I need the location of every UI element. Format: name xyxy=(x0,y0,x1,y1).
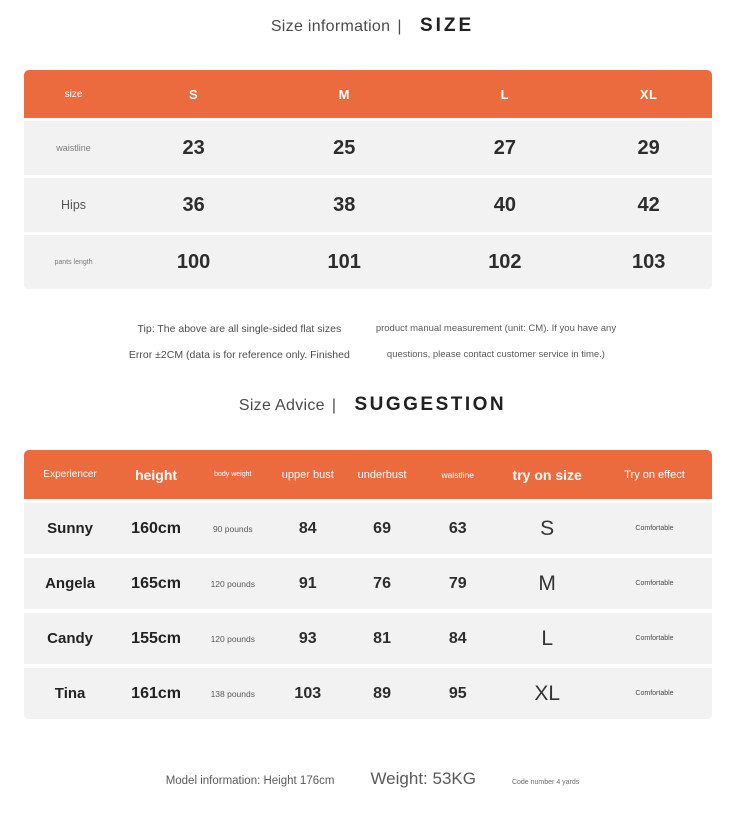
cell-name: Tina xyxy=(54,685,86,702)
size-table xyxy=(24,70,712,289)
size-section-title xyxy=(0,13,745,39)
row-label: pants length xyxy=(54,258,93,266)
cell-value: 29 xyxy=(637,136,660,159)
cell-waistline: 95 xyxy=(448,684,467,702)
cell-value: 100 xyxy=(176,250,211,273)
size-title-en: SIZE xyxy=(419,15,475,36)
model-height-text: Model information: Height 176cm xyxy=(165,775,335,787)
cell-value: 27 xyxy=(493,136,516,159)
cell-weight: 120 pounds xyxy=(210,633,255,644)
title-separator: | xyxy=(331,397,337,414)
cell-effect: Comfortable xyxy=(635,580,674,587)
size-table-header-row xyxy=(24,70,712,118)
cell-underbust: 89 xyxy=(373,684,391,702)
tip-left-column xyxy=(129,316,350,368)
header-cell-size: size xyxy=(64,88,83,100)
cell-weight: 120 pounds xyxy=(210,578,255,589)
cell-upper-bust: 93 xyxy=(298,629,317,647)
cell-height: 161cm xyxy=(131,684,181,702)
suggestion-table xyxy=(24,450,712,719)
cell-effect: Comfortable xyxy=(635,635,674,642)
header-cell-try-on-effect: Try on effect xyxy=(624,468,685,481)
cell-height: 165cm xyxy=(131,574,181,592)
cell-underbust: 69 xyxy=(373,519,391,537)
cell-underbust: 76 xyxy=(373,574,391,592)
header-cell-l: L xyxy=(500,86,510,102)
cell-effect: Comfortable xyxy=(635,690,674,697)
cell-upper-bust: 84 xyxy=(298,519,317,537)
cell-upper-bust: 91 xyxy=(298,574,317,592)
tip-right-column xyxy=(376,316,616,368)
header-cell-xl: XL xyxy=(639,86,658,102)
suggestion-row-sunny xyxy=(24,503,712,554)
tip-line: questions, please contact customer service in time.) xyxy=(386,349,605,360)
cell-effect: Comfortable xyxy=(635,525,674,532)
cell-size: XL xyxy=(534,681,561,705)
header-cell-s: S xyxy=(188,86,199,102)
cell-name: Candy xyxy=(47,630,94,647)
cell-waistline: 79 xyxy=(448,574,467,592)
cell-name: Angela xyxy=(45,575,96,592)
model-info-footer xyxy=(0,769,745,789)
cell-underbust: 81 xyxy=(373,629,391,647)
cell-value: 101 xyxy=(327,250,361,273)
header-cell-try-on-size: try on size xyxy=(512,466,582,483)
cell-value: 25 xyxy=(333,136,356,159)
suggestion-row-tina xyxy=(24,668,712,719)
cell-value: 23 xyxy=(182,136,205,159)
cell-waistline: 84 xyxy=(448,629,467,647)
header-cell-height: height xyxy=(135,466,178,483)
cell-upper-bust: 103 xyxy=(294,684,322,702)
header-cell-upper-bust: upper bust xyxy=(281,468,334,481)
header-cell-m: M xyxy=(338,86,350,102)
cell-value: 40 xyxy=(493,193,516,216)
header-cell-underbust: underbust xyxy=(357,468,407,481)
model-code-text: Code number 4 yards xyxy=(511,779,580,786)
size-row-pants-length xyxy=(24,235,712,289)
suggestion-row-candy xyxy=(24,613,712,664)
row-label: Hips xyxy=(61,198,87,212)
cell-weight: 138 pounds xyxy=(210,688,255,699)
suggestion-row-angela xyxy=(24,558,712,609)
cell-height: 155cm xyxy=(131,629,181,647)
cell-value: 42 xyxy=(637,193,660,216)
row-label: waistline xyxy=(56,143,91,153)
tip-line: product manual measurement (unit: CM). If you have any xyxy=(375,323,617,334)
header-cell-experiencer: Experiencer xyxy=(43,469,97,480)
cell-value: 36 xyxy=(182,193,205,216)
size-row-waistline xyxy=(24,121,712,175)
cell-name: Sunny xyxy=(47,520,94,537)
advice-section-title xyxy=(0,392,745,418)
cell-waistline: 63 xyxy=(448,519,467,537)
cell-size: L xyxy=(541,626,554,650)
title-separator: | xyxy=(397,18,402,35)
cell-value: 103 xyxy=(631,250,666,273)
cell-size: S xyxy=(540,516,555,540)
cell-value: 38 xyxy=(333,193,356,216)
header-cell-waistline: waistline xyxy=(441,469,475,480)
model-weight-text: Weight: 53KG xyxy=(370,769,476,788)
advice-title-text: Size Advice xyxy=(238,397,325,414)
cell-weight: 90 pounds xyxy=(212,523,253,534)
cell-height: 160cm xyxy=(131,519,181,537)
cell-value: 102 xyxy=(488,250,522,273)
size-row-hips xyxy=(24,178,712,232)
advice-title-en: SUGGESTION xyxy=(354,394,507,415)
size-chart-page xyxy=(0,13,745,789)
measurement-tip xyxy=(0,316,745,368)
cell-size: M xyxy=(538,571,556,595)
size-title-text: Size information xyxy=(270,18,391,35)
suggestion-table-header-row xyxy=(24,450,712,499)
tip-line: Error ±2CM (data is for reference only. Finished xyxy=(128,349,350,361)
tip-line: Tip: The above are all single-sided flat sizes xyxy=(137,323,342,335)
header-cell-body-weight: body weight xyxy=(214,471,252,478)
